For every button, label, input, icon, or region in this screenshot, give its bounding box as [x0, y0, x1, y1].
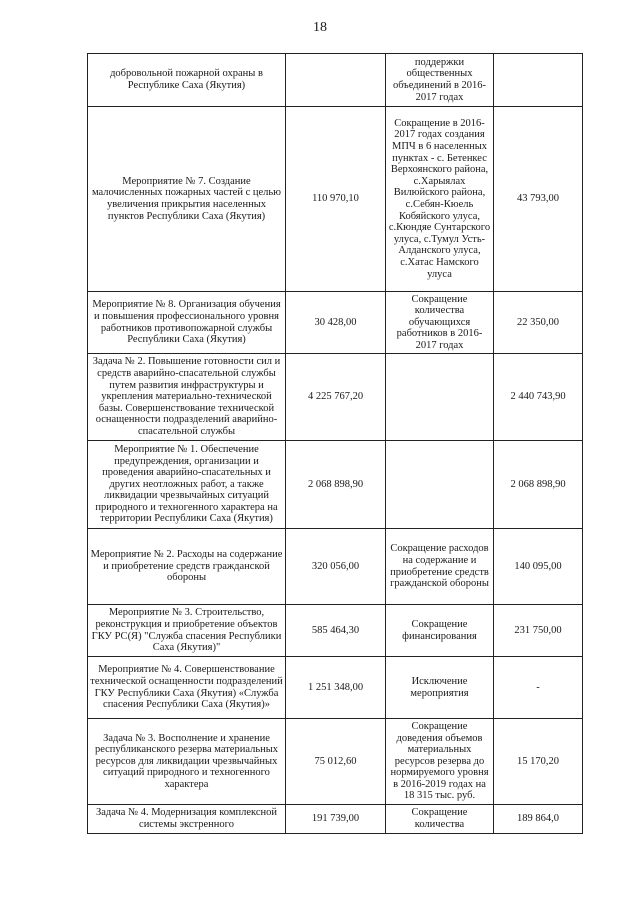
row-note-cell	[386, 354, 494, 441]
row-amount-cell: 75 012,60	[286, 719, 386, 805]
row-name-cell: Мероприятие № 4. Совершенствование технической оснащенности подразделений ГКУ Республики Саха (Якутия) «Служба спасения Республики Саха (Якутия)»	[88, 657, 286, 719]
row-savings-cell: 22 350,00	[494, 292, 583, 354]
row-savings-cell: 15 170,20	[494, 719, 583, 805]
row-name-cell: Мероприятие № 8. Организация обучения и повышения профессионального уровня работников противопожарной службы Республики Саха (Якутия)	[88, 292, 286, 354]
table-row	[88, 54, 583, 107]
row-savings-cell: 189 864,0	[494, 805, 583, 834]
row-name-cell: Мероприятие № 1. Обеспечение предупреждения, организации и проведения аварийно-спасательных и других неотложных работ, а также ликвидации чрезвычайных ситуаций природного и техногенного характера на территории Республики Саха (Якутия)	[88, 441, 286, 529]
row-name-cell: Мероприятие № 2. Расходы на содержание и приобретение средств гражданской обороны	[88, 529, 286, 605]
row-savings-cell: -	[494, 657, 583, 719]
row-savings-cell: 231 750,00	[494, 605, 583, 657]
page-number: 18	[313, 20, 327, 35]
table-row	[88, 441, 583, 529]
row-note-cell: Сокращение расходов на содержание и приобретение средств гражданской обороны	[386, 529, 494, 605]
table-row	[88, 805, 583, 834]
row-name-cell: Задача № 2. Повышение готовности сил и средств аварийно-спасательной службы путем развития инфраструктуры и укрепления материально-технической базы. Совершенствование технической оснащенности подразделений аварийно-спасательной службы	[88, 354, 286, 441]
row-savings-cell: 2 440 743,90	[494, 354, 583, 441]
table-row	[88, 719, 583, 805]
row-amount-cell: 1 251 348,00	[286, 657, 386, 719]
table-row	[88, 354, 583, 441]
row-amount-cell: 320 056,00	[286, 529, 386, 605]
row-note-cell: Исключение мероприятия	[386, 657, 494, 719]
row-amount-cell	[286, 54, 386, 107]
table-row	[88, 605, 583, 657]
table-row	[88, 657, 583, 719]
row-note-cell	[386, 441, 494, 529]
row-name-cell: Задача № 3. Восполнение и хранение республиканского резерва материальных ресурсов для ликвидации чрезвычайных ситуаций природного и техногенного характера	[88, 719, 286, 805]
row-amount-cell: 191 739,00	[286, 805, 386, 834]
row-note-cell: Сокращение количества	[386, 805, 494, 834]
row-amount-cell: 30 428,00	[286, 292, 386, 354]
row-savings-cell: 43 793,00	[494, 107, 583, 292]
table-row	[88, 292, 583, 354]
row-name-cell: Мероприятие № 7. Создание малочисленных пожарных частей с целью увеличения прикрытия населенных пунктов Республики Саха (Якутия)	[88, 107, 286, 292]
row-note-cell: поддержки общественных объединений в 2016-2017 годах	[386, 54, 494, 107]
row-note-cell: Сокращение финансирования	[386, 605, 494, 657]
row-note-cell: Сокращение в 2016-2017 годах создания МПЧ в 6 населенных пунктах - с. Бетенкес Верхоянского района, с.Харыялах Вилюйского района, с.Себян-Кюель Кобяйского улуса, с.Кюндяе Сунтарского улуса, с.Тумул Усть-Алданского улуса, с.Хатас Намского улуса	[386, 107, 494, 292]
budget-table	[87, 53, 583, 834]
row-amount-cell: 4 225 767,20	[286, 354, 386, 441]
row-amount-cell: 585 464,30	[286, 605, 386, 657]
row-savings-cell	[494, 54, 583, 107]
table-row	[88, 107, 583, 292]
row-savings-cell: 140 095,00	[494, 529, 583, 605]
row-name-cell: Задача № 4. Модернизация комплексной системы экстренного	[88, 805, 286, 834]
row-savings-cell: 2 068 898,90	[494, 441, 583, 529]
row-name-cell: добровольной пожарной охраны в Республике Саха (Якутия)	[88, 54, 286, 107]
row-amount-cell: 2 068 898,90	[286, 441, 386, 529]
row-name-cell: Мероприятие № 3. Строительство, реконструкция и приобретение объектов ГКУ РС(Я) "Служба спасения Республики Саха (Якутия)"	[88, 605, 286, 657]
row-amount-cell: 110 970,10	[286, 107, 386, 292]
table-row	[88, 529, 583, 605]
row-note-cell: Сокращение количества обучающихся работников в 2016-2017 годах	[386, 292, 494, 354]
row-note-cell: Сокращение доведения объемов материальных ресурсов резерва до нормируемого уровня в 2016-2019 годах на 18 315 тыс. руб.	[386, 719, 494, 805]
